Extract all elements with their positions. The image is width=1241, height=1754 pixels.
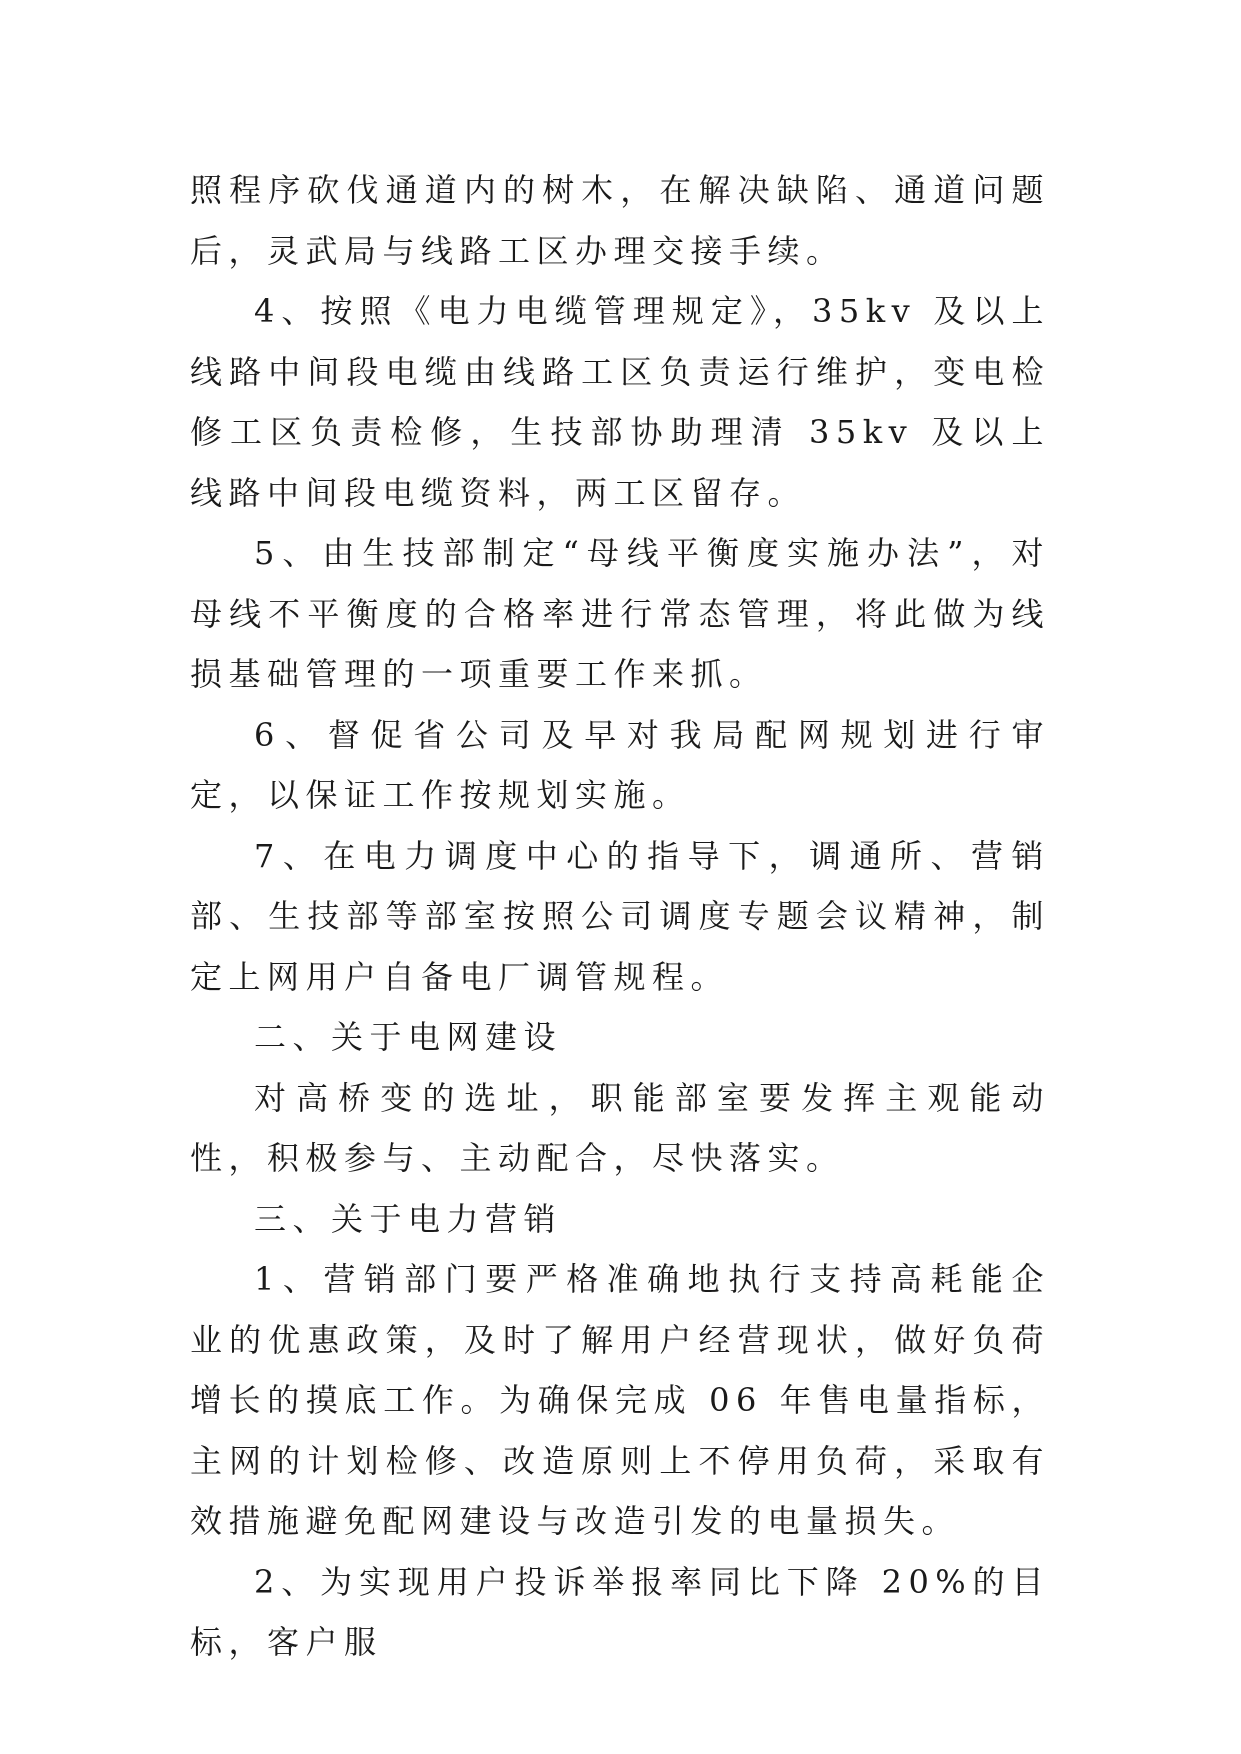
paragraph-5: 7、在电力调度中心的指导下，调通所、营销部、生技部等部室按照公司调度专题会议精神，制定上网用户自备电厂调管规程。	[190, 836, 1050, 996]
paragraph-10: 2、为实现用户投诉举报率同比下降 20%的目标，客户服	[190, 1562, 1050, 1661]
paragraph-7: 对高桥变的选址，职能部室要发挥主观能动性，积极参与、主动配合，尽快落实。	[190, 1078, 1050, 1177]
paragraph-3: 5、由生技部制定“母线平衡度实施办法”，对母线不平衡度的合格率进行常态管理，将此做为线损基础管理的一项重要工作来抓。	[190, 534, 1050, 693]
section-heading-power-marketing: 三、关于电力营销	[254, 1199, 563, 1238]
paragraph-2: 4、按照《电力电缆管理规定》，35kv 及以上线路中间段电缆由线路工区负责运行维护，变电检修工区负责检修，生技部协助理清 35kv 及以上线路中间段电缆资料，两工区留存。	[190, 292, 1050, 512]
paragraph-1: 照程序砍伐通道内的树木，在解决缺陷、通道问题后，灵武局与线路工区办理交接手续。	[190, 171, 1050, 270]
section-heading-grid-construction: 二、关于电网建设	[254, 1018, 563, 1056]
paragraph-4: 6、督促省公司及早对我局配网规划进行审定，以保证工作按规划实施。	[190, 715, 1050, 814]
paragraph-9: 1、营销部门要严格准确地执行支持高耗能企业的优惠政策，及时了解用户经营现状，做好负荷增长的摸底工作。为确保完成 06 年售电量指标，主网的计划检修、改造原则上不停用负荷，采取有效措施避免配网建设与改造引发的电量损失。	[190, 1260, 1050, 1540]
document-page	[190, 160, 1050, 1673]
